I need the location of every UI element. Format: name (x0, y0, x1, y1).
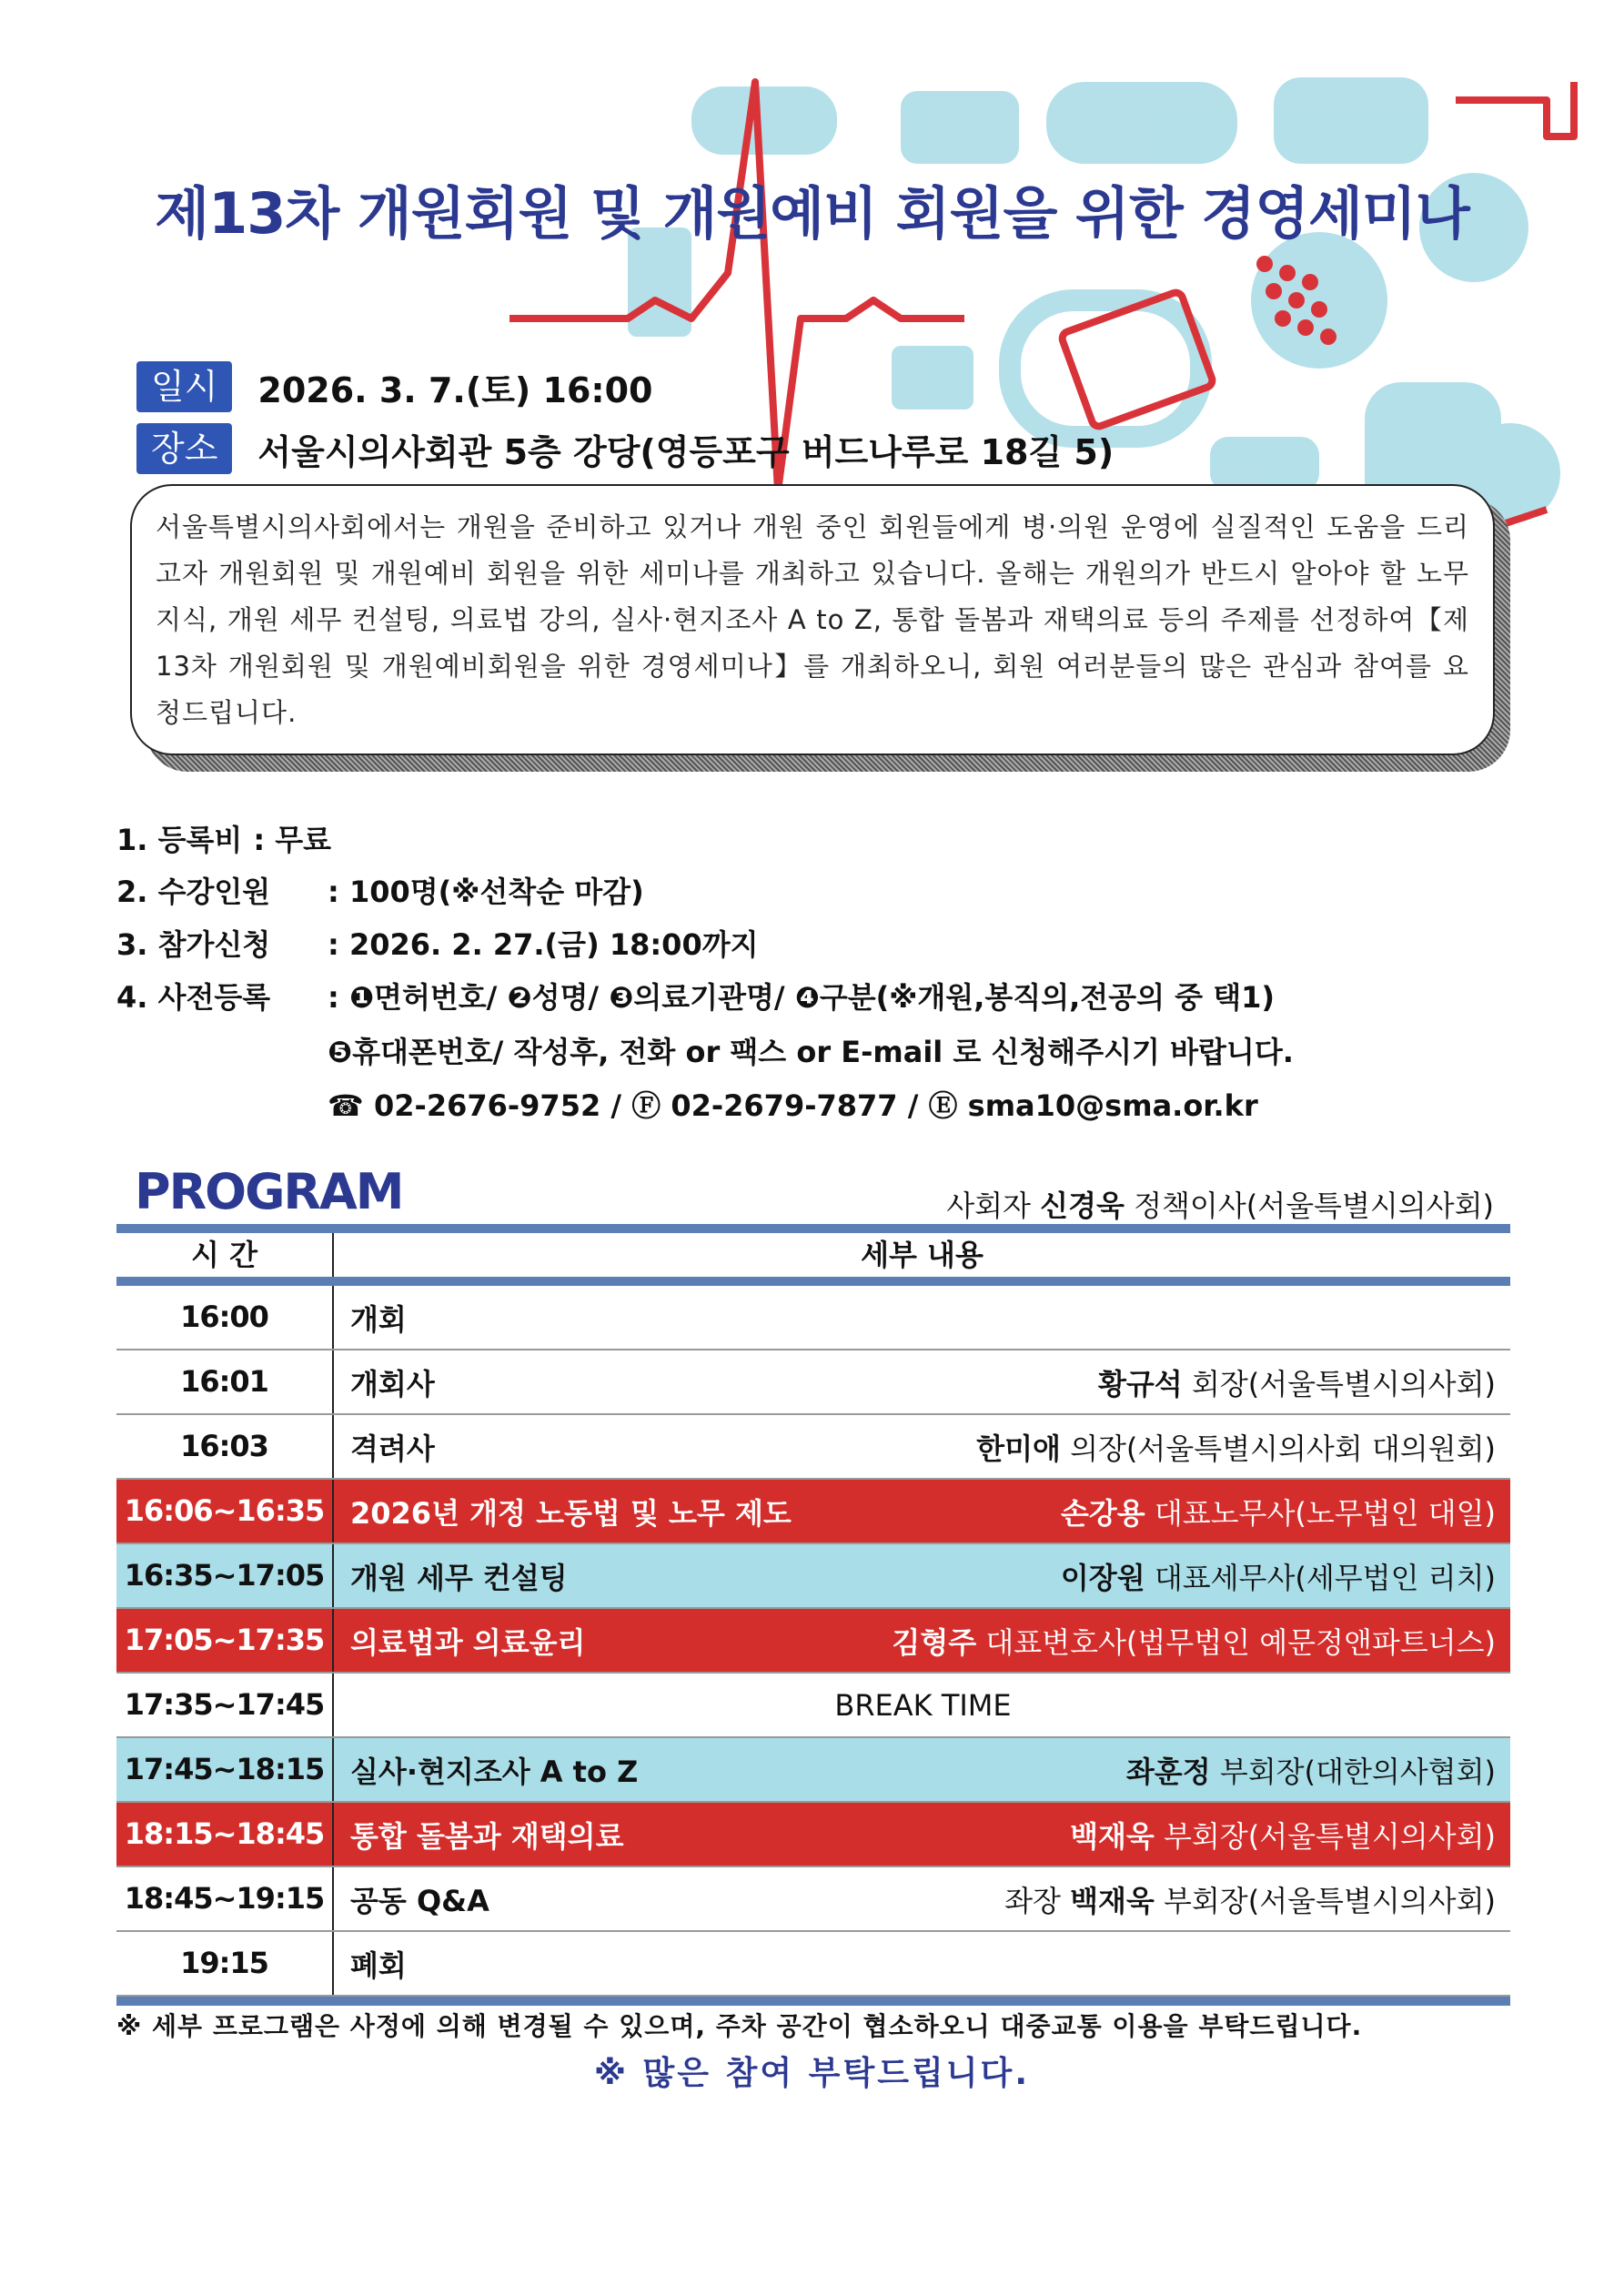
row-content (334, 1286, 1510, 1349)
row-speaker (1004, 1878, 1496, 1920)
row-time: 17:05~17:35 (116, 1609, 334, 1672)
row-speaker (1098, 1361, 1496, 1403)
row-topic: 공동 Q&A (350, 1883, 489, 1918)
row-speaker (1061, 1555, 1496, 1597)
moderator: 사회자 신경욱 정책이사(서울특별시의사회) (946, 1188, 1494, 1223)
row-time: 16:35~17:05 (116, 1544, 334, 1607)
table-rule (116, 1997, 1510, 2006)
footnote: ※ 세부 프로그램은 사정에 의해 변경될 수 있으며, 주차 공간이 협소하오니 대중교통 이용을 부탁드립니다. (116, 2011, 1363, 2041)
row-content (334, 1932, 1510, 1995)
program-table (116, 1224, 1510, 2006)
row-content (334, 1803, 1510, 1866)
row-content (334, 1674, 1510, 1736)
row-speaker (892, 1620, 1496, 1662)
row-topic: BREAK TIME (834, 1687, 1012, 1723)
row-content (334, 1867, 1510, 1930)
row-speaker (1070, 1814, 1496, 1856)
header-time: 시 간 (116, 1233, 334, 1277)
table-row (116, 1609, 1510, 1674)
speaker-name: 황규석 (1097, 1366, 1183, 1401)
registration-item: 4. 사전등록 : ❶면허번호/ ❷성명/ ❸의료기관명/ ❹구분(※개원,봉직의,전공의 중 택1) (116, 980, 1275, 1015)
row-topic: 2026년 개정 노동법 및 노무 제도 (350, 1495, 792, 1531)
table-row (116, 1674, 1510, 1738)
speaker-role: 대표노무사(노무법인 대일) (1154, 1495, 1496, 1531)
contact-info: ☎ 02-2676-9752 / Ⓕ 02-2679-7877 / Ⓔ sma10@sma.or.kr (328, 1088, 1258, 1123)
row-speaker (976, 1426, 1496, 1468)
row-topic: 통합 돌봄과 재택의료 (350, 1818, 624, 1854)
closing-message: ※ 많은 참여 부탁드립니다. (593, 2055, 1031, 2092)
registration-continuation: ❺휴대폰번호/ 작성후, 전화 or 팩스 or E-mail 로 신청해주시기 바랍니다. (328, 1035, 1294, 1069)
row-topic: 개원 세무 컨설팅 (350, 1560, 568, 1595)
row-content (334, 1480, 1510, 1542)
speaker-name: 김형주 (892, 1624, 977, 1660)
table-row (116, 1803, 1510, 1867)
venue-badge: 장소 (136, 423, 232, 474)
registration-item: 3. 참가신청 : 2026. 2. 27.(금) 18:00까지 (116, 927, 759, 962)
speaker-role: 부회장(서울특별시의사회) (1163, 1818, 1496, 1854)
table-rule (116, 1224, 1510, 1233)
intro-text: 서울특별시의사회에서는 개원을 준비하고 있거나 개원 중인 회원들에게 병·의원 운영에 실질적인 도움을 드리고자 개원회원 및 개원예비 회원을 위한 세미나를 개최하고 있습니다. 올해는 개원의가 반드시 알아야 할 노무 지식, 개원 세무 컨설팅, 의료법 강의, 실사·현지조사 A to Z, 통합 돌봄과 재택의료 등의 주제를 선정하여【제13차 개원회원 및 개원예비회원을 위한 경영세미나】를 개최하오니, 회원 여러분들의 많은 관심과 참여를 요청드립니다. (130, 484, 1495, 755)
row-topic: 격려사 (350, 1431, 435, 1466)
row-speaker (1126, 1749, 1496, 1791)
row-time: 16:06~16:35 (116, 1480, 334, 1542)
date-badge: 일시 (136, 361, 232, 412)
speaker-role: 부회장(서울특별시의사회) (1163, 1883, 1496, 1918)
speaker-name: 손강용 (1060, 1495, 1145, 1531)
row-speaker (1061, 1491, 1496, 1532)
row-content (334, 1350, 1510, 1413)
row-content (334, 1609, 1510, 1672)
table-rule (116, 1277, 1510, 1286)
speaker-name: 백재욱 (1070, 1818, 1155, 1854)
row-time: 17:45~18:15 (116, 1738, 334, 1801)
speaker-name: 이장원 (1060, 1560, 1145, 1595)
row-time: 19:15 (116, 1932, 334, 1995)
venue-row (136, 423, 1114, 474)
speaker-name: 백재욱 (1070, 1883, 1155, 1918)
row-time: 18:45~19:15 (116, 1867, 334, 1930)
speaker-role: 대표세무사(세무법인 리치) (1154, 1560, 1496, 1595)
row-time: 17:35~17:45 (116, 1674, 334, 1736)
registration-item: 2. 수강인원 : 100명(※선착순 마감) (116, 875, 644, 909)
speaker-name: 좌훈정 (1125, 1754, 1211, 1789)
row-topic: 의료법과 의료윤리 (350, 1624, 586, 1660)
row-time: 16:01 (116, 1350, 334, 1413)
row-topic: 개회사 (350, 1366, 435, 1401)
row-topic: 폐회 (350, 1947, 407, 1983)
table-row (116, 1544, 1510, 1609)
row-content (334, 1415, 1510, 1478)
speaker-prefix: 좌장 (1004, 1883, 1061, 1918)
speaker-name: 한미애 (976, 1431, 1061, 1466)
speaker-role: 회장(서울특별시의사회) (1191, 1366, 1496, 1401)
date-value: 2026. 3. 7.(토) 16:00 (257, 369, 653, 410)
table-row (116, 1350, 1510, 1415)
registration-item: 1. 등록비 : 무료 (116, 823, 332, 857)
speaker-role: 의장(서울특별시의사회 대의원회) (1070, 1431, 1496, 1466)
table-row (116, 1867, 1510, 1932)
speaker-role: 부회장(대한의사협회) (1219, 1754, 1496, 1789)
table-header (116, 1233, 1510, 1277)
speaker-role: 대표변호사(법무법인 예문정앤파트너스) (985, 1624, 1496, 1660)
table-row (116, 1738, 1510, 1803)
program-title: PROGRAM (135, 1163, 403, 1220)
table-row (116, 1286, 1510, 1350)
row-time: 18:15~18:45 (116, 1803, 334, 1866)
venue-value: 서울시의사회관 5층 강당(영등포구 버드나루로 18길 5) (257, 431, 1115, 472)
page-title: 제13차 개원회원 및 개원예비 회원을 위한 경영세미나 (155, 180, 1469, 247)
header-content: 세부 내용 (861, 1238, 983, 1272)
row-content (334, 1738, 1510, 1801)
table-row (116, 1415, 1510, 1480)
date-row (136, 361, 652, 412)
row-topic: 개회 (350, 1301, 407, 1337)
table-row (116, 1480, 1510, 1544)
row-time: 16:00 (116, 1286, 334, 1349)
row-time: 16:03 (116, 1415, 334, 1478)
row-topic: 실사·현지조사 A to Z (350, 1754, 639, 1789)
table-row (116, 1932, 1510, 1997)
row-content (334, 1544, 1510, 1607)
